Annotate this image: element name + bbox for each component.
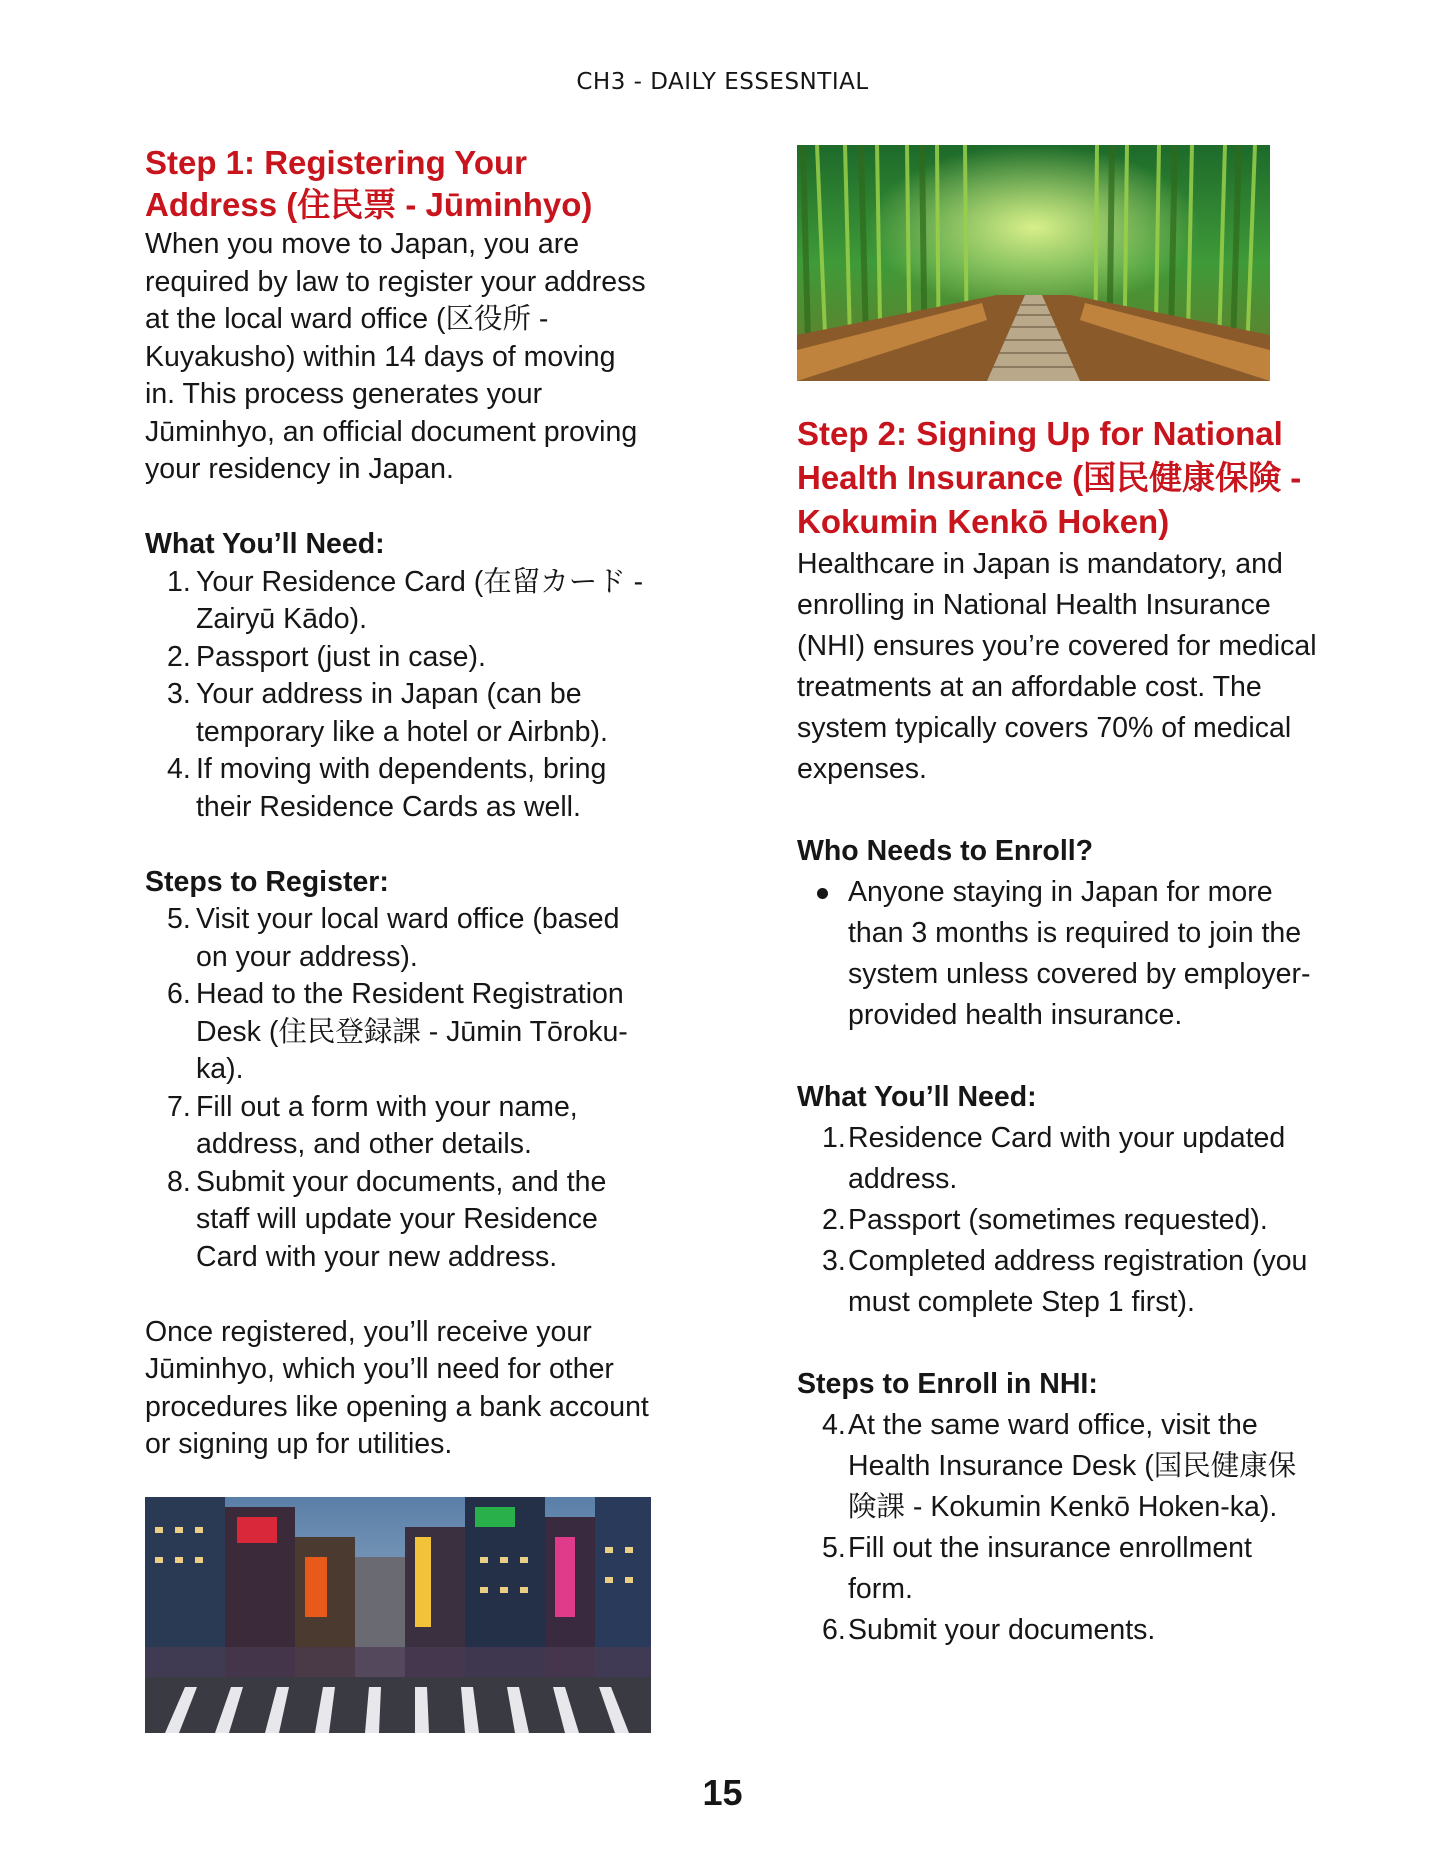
list-item: 8. Submit your documents, and the staff will update your Residence Card with your new address. [167, 1165, 607, 1273]
list-item: 4. At the same ward office, visit the Health Insurance Desk (国民健康保険課 - Kokumin Kenkō Hoken-ka). [822, 1409, 1297, 1523]
list-item: 5. Visit your local ward office (based on your address). [167, 903, 620, 973]
step1-steps-list [145, 901, 650, 1276]
step2-who-title: Who Needs to Enroll? [797, 835, 1094, 867]
left-column [145, 142, 650, 1464]
step2-steps-list [797, 1405, 1317, 1651]
bamboo-forest-photo [797, 145, 1270, 381]
list-item: 6. Submit your documents. [822, 1614, 1156, 1646]
page-number: 15 [702, 1772, 743, 1813]
right-column [797, 412, 1317, 1651]
chapter-header: CH3 - DAILY ESSESNTIAL [576, 69, 869, 95]
step2-need-list [797, 1118, 1317, 1323]
list-item: 3. Your address in Japan (can be temporary like a hotel or Airbnb). [167, 678, 608, 748]
step1-need-list [145, 564, 650, 827]
tokyo-street-photo [145, 1497, 651, 1733]
list-item: 2. Passport (sometimes requested). [822, 1204, 1268, 1236]
bullet-icon [817, 888, 828, 899]
list-item: 1. Residence Card with your updated address. [822, 1122, 1286, 1195]
step2-intro: Healthcare in Japan is mandatory, and enrolling in National Health Insurance (NHI) ensures you’re covered for medical treatments at an affordable cost. The system typically covers 70% of medical expenses. [797, 548, 1317, 785]
step2-who-list [797, 872, 1317, 1036]
list-item: 3. Completed address registration (you must complete Step 1 first). [822, 1245, 1308, 1318]
step2-steps-title: Steps to Enroll in NHI: [797, 1368, 1098, 1400]
list-item: 6. Head to the Resident Registration Desk (住民登録課 - Jūmin Tōroku-ka). [167, 978, 628, 1085]
step1-intro: When you move to Japan, you are required by law to register your address at the local ward office (区役所 - Kuyakusho) within 14 days of moving in. This process generates your Jūminhyo, an official document proving your residency in Japan. [145, 228, 646, 485]
step2-heading: Step 2: Signing Up for National Health Insurance (国民健康保険 - Kokumin Kenkō Hoken) [797, 415, 1302, 540]
step2-need-title: What You’ll Need: [797, 1081, 1037, 1113]
list-item: 5. Fill out the insurance enrollment form. [822, 1532, 1252, 1605]
list-item: 7. Fill out a form with your name, address, and other details. [167, 1090, 578, 1160]
step1-heading: Step 1: Registering Your Address (住民票 - Jūminhyo) [145, 144, 593, 223]
list-item: 1. Your Residence Card (在留カード - Zairyū Kādo). [167, 565, 644, 635]
step1-outro: Once registered, you’ll receive your Jūminhyo, which you’ll need for other procedures like opening a bank account or signing up for utilities. [145, 1315, 649, 1460]
step1-need-title: What You’ll Need: [145, 528, 385, 560]
list-item: 4. If moving with dependents, bring their Residence Cards as well. [167, 753, 607, 823]
list-item: Anyone staying in Japan for more than 3 months is required to join the system unless covered by employer-provided health insurance. [797, 872, 1317, 1036]
list-item: 2. Passport (just in case). [167, 640, 486, 673]
step1-steps-title: Steps to Register: [145, 865, 389, 898]
